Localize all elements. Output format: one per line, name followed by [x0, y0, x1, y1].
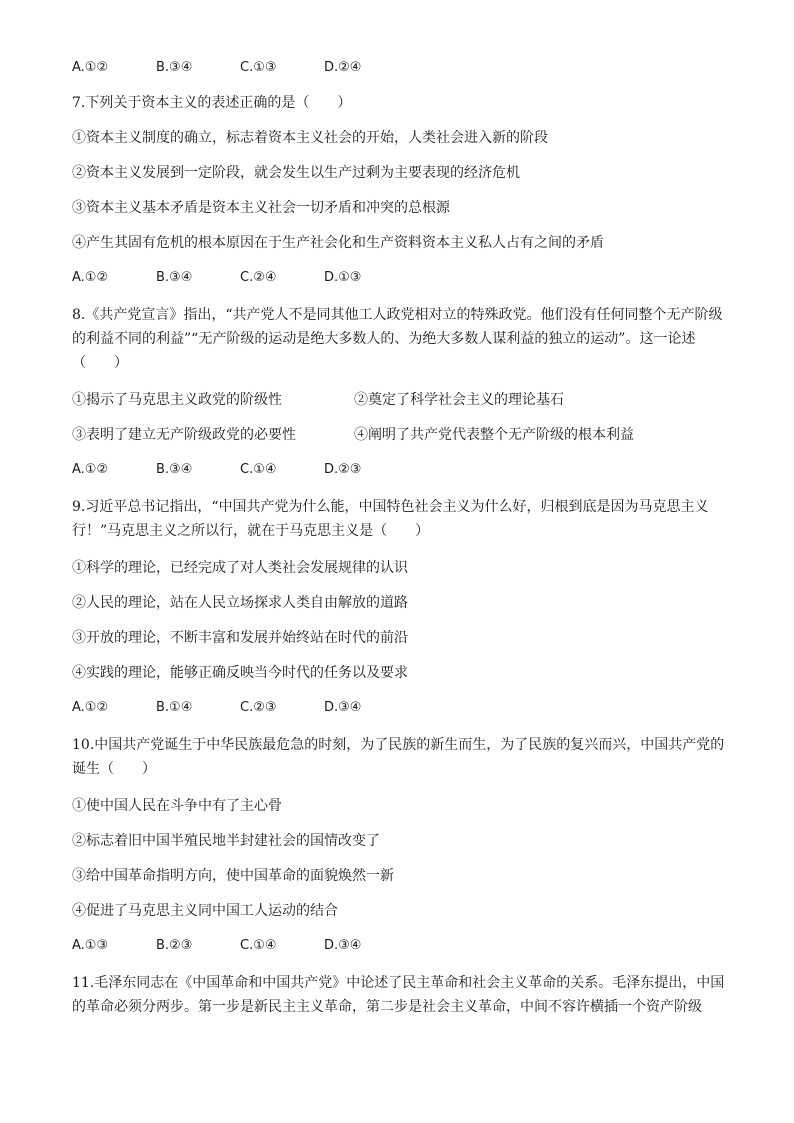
q8-option-1: ①揭示了马克思主义政党的阶级性: [72, 392, 282, 408]
q7-answer-a: A.①②: [72, 270, 109, 285]
q8-answer-b: B.③④: [156, 462, 193, 477]
q10-answer-row: [72, 936, 726, 956]
q9-answer-a: A.①②: [72, 700, 109, 715]
q9-stem: 9.习近平总书记指出，“中国共产党为什么能，中国特色社会主义为什么好，归根到底是因为马克思主义行！”马克思主义之所以行，就在于马克思主义是（ ）: [72, 499, 709, 539]
q8-option-4: ④阐明了共产党代表整个无产阶级的根本利益: [354, 427, 634, 443]
q10-answer-d: D.③④: [324, 938, 362, 953]
q8-answer-a: A.①②: [72, 462, 109, 477]
q7-answer-d: D.①③: [324, 270, 362, 285]
q8-answer-row: [72, 460, 726, 480]
q9-option-4: ④实践的理论，能够正确反映当今时代的任务以及要求: [72, 665, 408, 681]
q6-answer-d: D.②④: [324, 60, 362, 75]
q10-option-4: ④促进了马克思主义同中国工人运动的结合: [72, 903, 338, 919]
q8-stem: 8.《共产党宣言》指出，“共产党人不是同其他工人政党相对立的特殊政党。他们没有任何同整个无产阶级的利益不同的利益”“无产阶级的运动是绝大多数人的、为绝大多数人谋利益的独立的运动”。这一论述（ ）: [72, 307, 723, 371]
q7-answer-b: B.③④: [156, 270, 193, 285]
q9-answer-c: C.②③: [240, 700, 277, 715]
q8-option-2: ②奠定了科学社会主义的理论基石: [354, 392, 564, 408]
q10-answer-a: A.①③: [72, 938, 109, 953]
q7-option-1: ①资本主义制度的确立，标志着资本主义社会的开始，人类社会进入新的阶段: [72, 130, 548, 146]
q9-option-1: ①科学的理论，已经完成了对人类社会发展规律的认识: [72, 560, 408, 576]
q9-answer-b: B.①④: [156, 700, 193, 715]
exam-page: [72, 58, 726, 1019]
q10-stem: 10.中国共产党诞生于中华民族最危急的时刻，为了民族的新生而生，为了民族的复兴而兴，中国共产党的诞生（ ）: [72, 737, 725, 777]
q10-option-3: ③给中国革命指明方向，使中国革命的面貌焕然一新: [72, 868, 394, 884]
q7-option-2: ②资本主义发展到一定阶段，就会发生以生产过剩为主要表现的经济危机: [72, 165, 520, 181]
q9-option-3: ③开放的理论，不断丰富和发展并始终站在时代的前沿: [72, 630, 408, 646]
q6-answer-b: B.③④: [156, 60, 193, 75]
q8-answer-d: D.②③: [324, 462, 362, 477]
q7-answer-row: [72, 268, 726, 288]
q7-stem: 7.下列关于资本主义的表述正确的是（ ）: [72, 95, 352, 111]
q9-answer-d: D.③④: [324, 700, 362, 715]
q8-answer-c: C.①④: [240, 462, 277, 477]
q8-option-3: ③表明了建立无产阶级政党的必要性: [72, 427, 296, 443]
q6-answer-row: [72, 58, 726, 78]
q10-answer-b: B.②③: [156, 938, 193, 953]
q6-answer-a: A.①②: [72, 60, 109, 75]
q10-option-1: ①使中国人民在斗争中有了主心骨: [72, 798, 282, 814]
q8-options-row-1: [72, 390, 726, 410]
q10-answer-c: C.①④: [240, 938, 277, 953]
q7-answer-c: C.②④: [240, 270, 277, 285]
q11-stem: 11.毛泽东同志在《中国革命和中国共产党》中论述了民主革命和社会主义革命的关系。毛泽东提出，中国的革命必须分两步。第一步是新民主主义革命，第二步是社会主义革命，中间不容许横插一个资产阶级: [72, 975, 725, 1015]
q7-option-4: ④产生其固有危机的根本原因在于生产社会化和生产资料资本主义私人占有之间的矛盾: [72, 235, 604, 251]
q8-options-row-2: [72, 425, 726, 445]
q9-answer-row: [72, 698, 726, 718]
q7-option-3: ③资本主义基本矛盾是资本主义社会一切矛盾和冲突的总根源: [72, 200, 450, 216]
q6-answer-c: C.①③: [240, 60, 277, 75]
q9-option-2: ②人民的理论，站在人民立场探求人类自由解放的道路: [72, 595, 408, 611]
q10-option-2: ②标志着旧中国半殖民地半封建社会的国情改变了: [72, 833, 380, 849]
